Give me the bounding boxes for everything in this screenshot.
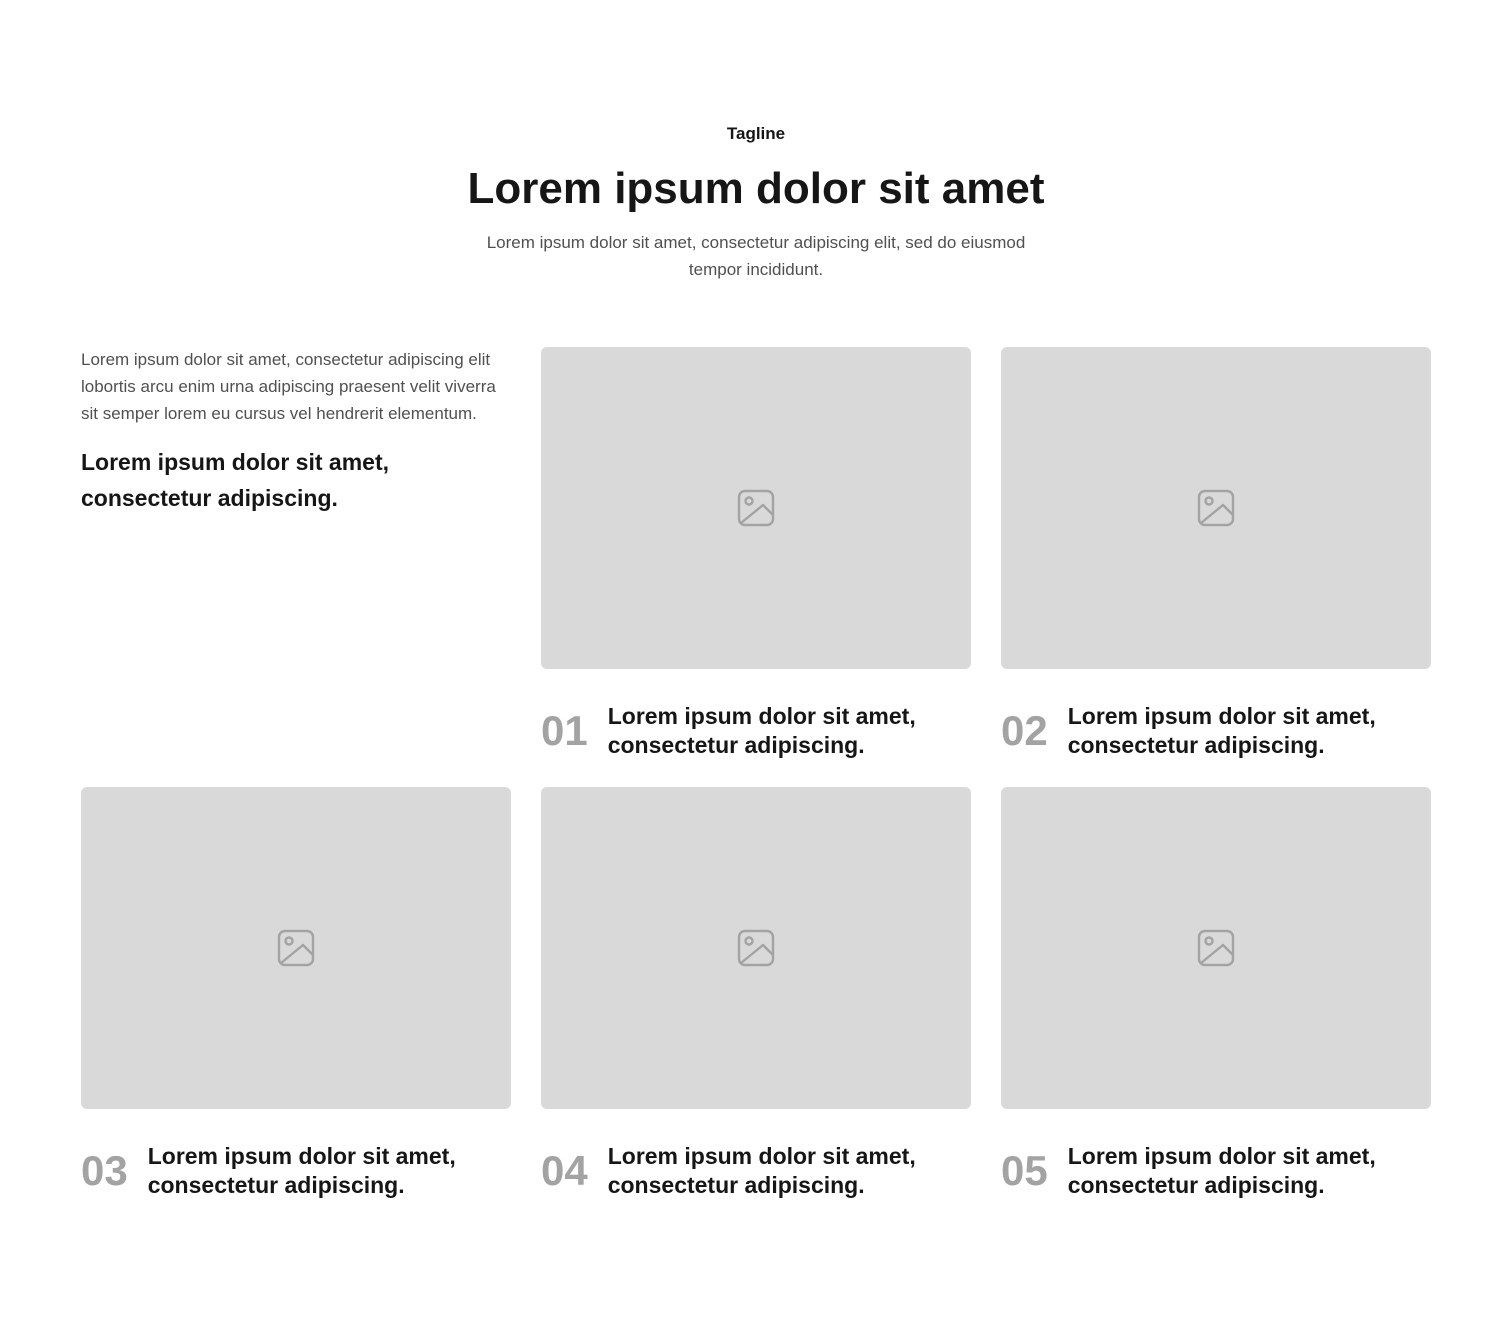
page-title: Lorem ipsum dolor sit amet <box>467 164 1045 213</box>
card-image-placeholder <box>81 787 511 1109</box>
image-placeholder-icon <box>1196 928 1236 968</box>
intro-block <box>81 346 501 516</box>
card-image-placeholder <box>1001 787 1431 1109</box>
section-header <box>0 122 1512 283</box>
card-caption <box>541 702 971 760</box>
feature-card-3 <box>81 787 511 1200</box>
card-number: 05 <box>1001 1147 1048 1194</box>
card-title: Lorem ipsum dolor sit amet, consectetur adipiscing. <box>607 1143 916 1198</box>
tagline: Tagline <box>726 124 786 143</box>
intro-body-text: Lorem ipsum dolor sit amet, consectetur adipiscing elit lobortis arcu enim urna adipiscing praesent velit viverra sit semper lorem eu cursus vel hendrerit elementum. <box>81 350 496 423</box>
image-placeholder-icon <box>736 488 776 528</box>
card-caption <box>541 1142 971 1200</box>
card-image-placeholder <box>541 787 971 1109</box>
image-placeholder-icon <box>1196 488 1236 528</box>
feature-card-1 <box>541 347 971 760</box>
feature-card-2 <box>1001 347 1431 760</box>
card-title: Lorem ipsum dolor sit amet, consectetur adipiscing. <box>1067 703 1376 758</box>
feature-card-4 <box>541 787 971 1200</box>
card-number: 03 <box>81 1147 128 1194</box>
card-caption <box>81 1142 511 1200</box>
card-title: Lorem ipsum dolor sit amet, consectetur adipiscing. <box>607 703 916 758</box>
card-image-placeholder <box>1001 347 1431 669</box>
card-image-placeholder <box>541 347 971 669</box>
card-caption <box>1001 1142 1431 1200</box>
page-subtitle: Lorem ipsum dolor sit amet, consectetur adipiscing elit, sed do eiusmod tempor incididunt. <box>486 233 1026 279</box>
feature-card-5 <box>1001 787 1431 1200</box>
image-placeholder-icon <box>736 928 776 968</box>
card-number: 04 <box>541 1147 588 1194</box>
card-caption <box>1001 702 1431 760</box>
card-number: 01 <box>541 707 588 754</box>
card-title: Lorem ipsum dolor sit amet, consectetur adipiscing. <box>1067 1143 1376 1198</box>
card-number: 02 <box>1001 707 1048 754</box>
card-title: Lorem ipsum dolor sit amet, consectetur adipiscing. <box>147 1143 456 1198</box>
image-placeholder-icon <box>276 928 316 968</box>
intro-lead-text: Lorem ipsum dolor sit amet, consectetur adipiscing. <box>81 449 389 511</box>
